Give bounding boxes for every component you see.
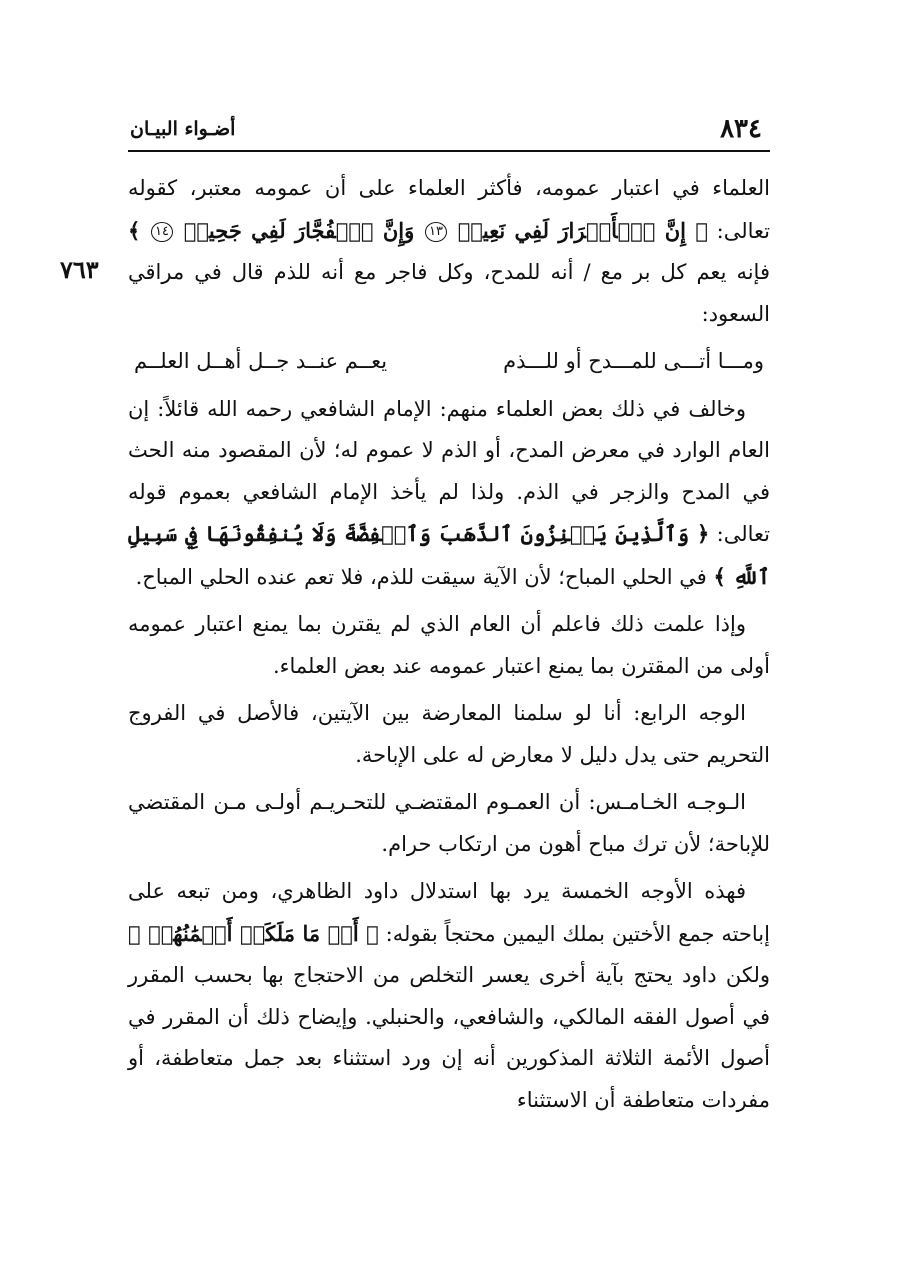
body-text — [128, 168, 770, 1121]
poem-hemistich-second: يعــم عنــد جــل أهــل العلــم — [134, 349, 388, 373]
quran-verse: ﴿ وَٱلَّذِينَ يَكۡنِزُونَ ٱلذَّهَبَ وَٱلۡفِضَّةَ وَلَا يُنفِقُونَهَا فِي سَبِيلِ ٱللَّهِ ﴾ — [128, 521, 770, 589]
quran-verse: ﴿ إِنَّ ٱلۡأَبۡرَارَ لَفِي نَعِيمٖ — [457, 217, 708, 243]
poem-hemistich-first: ومـــا أتـــى للمـــدح أو للـــذم — [503, 349, 764, 373]
quran-verse: وَإِنَّ ٱلۡفُجَّارَ لَفِي جَحِيمٖ — [183, 217, 415, 243]
poem-verse — [128, 341, 770, 383]
paragraph-text: وخالف في ذلك بعض العلماء منهم: الإمام الشافعي رحمه الله قائلاً: إن العام الوارد في معرض المدح، أو الذم لا عموم له؛ لأن المقصود منه الحث في المدح والزجر في الذم. ولذا لم يأخذ الإمام الشافعي بعموم قوله تعالى: — [128, 396, 770, 546]
paragraph-text: العلماء في اعتبار عمومه، فأكثر العلماء على أن عمومه معتبر، كقوله تعالى: — [128, 176, 771, 243]
paragraph-5: الـوجـه الخـامـس: أن العمـوم المقتضـي للتحـريـم أولـى مـن المقتضي للإباحة؛ لأن ترك مباح أهون من ارتكاب حرام. — [128, 790, 770, 856]
paragraph-text: فهذه الأوجه الخمسة يرد بها استدلال داود الظاهري، ومن تبعه على إباحته جمع الأختين بملك اليمين محتجاً بقوله: — [128, 879, 770, 946]
paragraph-4: الوجه الرابع: أنا لو سلمنا المعارضة بين الآيتين، فالأصل في الفروج التحريم حتى يدل دليل لا معارض له على الإباحة. — [128, 701, 770, 767]
book-title: أضـواء البيـان — [130, 118, 236, 140]
paragraph-text: فإنه يعم كل بر مع / أنه للمدح، وكل فاجر مع أنه للذم قال في مراقي السعود: — [128, 260, 770, 326]
paragraph-text: في الحلي المباح؛ لأن الآية سيقت للذم، فلا تعم عنده الحلي المباح. — [135, 564, 707, 589]
quran-verse-close: ﴾ — [128, 217, 141, 243]
page-number: ٨٣٤ — [720, 114, 762, 144]
aya-number-marker: ١٣ — [425, 222, 447, 242]
paragraph-2 — [128, 389, 770, 599]
paragraph-6 — [128, 871, 770, 1121]
paragraph-1 — [128, 168, 770, 335]
paragraph-text: ولكن داود يحتج بآية أخرى يعسر التخلص من الاحتجاج بها بحسب المقرر في أصول الفقه المالكي، والشافعي، والحنبلي. وإيضاح ذلك أن المقرر في أصول الأئمة الثلاثة المذكورين أنه إن ورد استثناء بعد جمل متعاطفة، أو مفردات متعاطفة أن الاستثناء — [128, 963, 770, 1112]
page-header — [128, 112, 770, 152]
paragraph-3: وإذا علمت ذلك فاعلم أن العام الذي لم يقترن بما يمنع اعتبار عمومه أولى من المقترن بما يمنع اعتبار عمومه عند بعض العلماء. — [128, 612, 770, 678]
quran-verse: ﴿ أَوۡ مَا مَلَكَتۡ أَيۡمَٰنُهُمۡ ﴾ — [128, 920, 379, 946]
margin-page-reference: ٧٦٣ — [60, 255, 99, 284]
aya-number-marker: ١٤ — [151, 222, 173, 242]
